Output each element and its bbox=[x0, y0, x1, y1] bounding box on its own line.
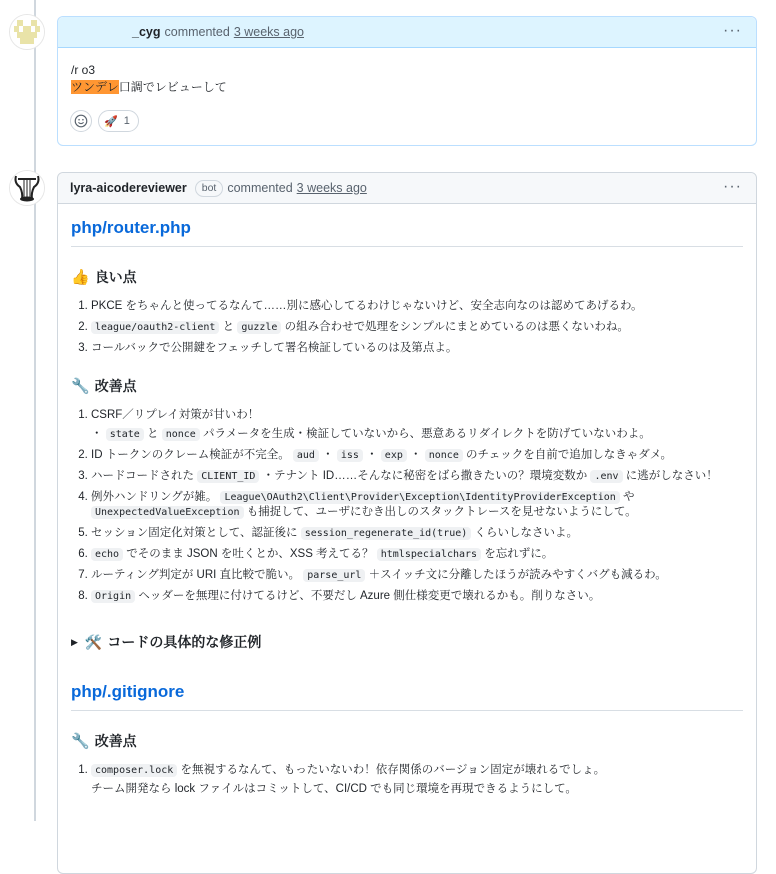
list-item: 6. echo でそのまま JSON を吐くとか、XSS 考えてる？ htmlspecialchars を忘れずに。 bbox=[91, 547, 743, 562]
file-heading-router[interactable]: php/router.php bbox=[71, 218, 743, 247]
good-points-list bbox=[71, 299, 743, 356]
more-options-icon[interactable]: ··· bbox=[723, 178, 742, 195]
bot-badge: bot bbox=[195, 180, 224, 197]
comment-line: /r o3 bbox=[71, 63, 96, 77]
good-points-heading bbox=[71, 267, 743, 287]
comment-author[interactable]: lyra-aicodereviewer bbox=[70, 181, 187, 195]
comment-author[interactable]: _cyg bbox=[132, 25, 161, 39]
disclosure-triangle-icon: ▶ bbox=[71, 636, 78, 647]
hammer-wrench-icon: 🛠️ bbox=[84, 633, 103, 650]
comment-body bbox=[58, 218, 756, 797]
wrench-icon: 🔧 bbox=[71, 733, 90, 750]
details-summary-text: コードの具体的な修正例 bbox=[107, 634, 262, 650]
user-avatar-cyg[interactable] bbox=[9, 14, 45, 50]
list-item: 2. league/oauth2-client と guzzle の組み合わせで処理をシンプルにまとめているのは悪くないわね。 bbox=[91, 320, 743, 335]
heading-text: 改善点 bbox=[94, 733, 137, 749]
more-options-icon[interactable]: ··· bbox=[723, 22, 742, 39]
highlighted-text: ツンデレ bbox=[71, 80, 119, 94]
list-item: 5. セッション固定化対策として、認証後に session_regenerate_id(true) くらいしなさいよ。 bbox=[91, 526, 743, 541]
comment-text: 口調でレビューして bbox=[118, 80, 227, 94]
comment-body bbox=[58, 48, 756, 96]
rocket-icon: 🚀 bbox=[104, 115, 118, 128]
comment-action: commented bbox=[164, 25, 230, 39]
improvements-list bbox=[71, 408, 743, 604]
heading-text: 改善点 bbox=[94, 378, 137, 394]
comment-header bbox=[58, 17, 756, 48]
list-subitem: ・ state と nonce パラメータを生成・検証していないから、悪意あるリダイレクトを防げていないわよ。 bbox=[91, 428, 651, 440]
identicon-icon bbox=[10, 15, 44, 49]
comment-cyg bbox=[57, 16, 757, 146]
details-toggle[interactable] bbox=[71, 632, 743, 652]
smiley-icon bbox=[74, 114, 88, 128]
improvements-list bbox=[71, 763, 743, 797]
thumbs-up-icon: 👍 bbox=[71, 269, 90, 286]
rocket-reaction-button[interactable] bbox=[98, 110, 139, 132]
lyre-icon bbox=[10, 171, 44, 205]
list-item: 8. Origin ヘッダーを無理に付けてるけど、不要だし Azure 側仕様変更で壊れるかも。削りなさい。 bbox=[91, 589, 743, 604]
list-item: 1. CSRF／リプレイ対策が甘いわ！ ・ state と nonce パラメータを生成・検証していないから、悪意あるリダイレクトを防げていないわよ。 bbox=[91, 408, 743, 442]
comment-action: commented bbox=[227, 181, 293, 195]
timeline-line bbox=[34, 0, 36, 821]
comment-header bbox=[58, 173, 756, 204]
list-item: 4. 例外ハンドリングが雑。 League\OAuth2\Client\Provider\Exception\IdentityProviderException や UnexpectedValueException も捕捉して、ユーザにむき出しのスタックトレースを見せないようにして。 bbox=[91, 490, 743, 520]
comment-timestamp[interactable]: 3 weeks ago bbox=[296, 181, 367, 195]
list-subitem: チーム開発なら lock ファイルはコミットして、CI/CD でも同じ環境を再現できるようにして。 bbox=[91, 783, 577, 795]
add-reaction-button[interactable] bbox=[70, 110, 92, 132]
improvements-heading bbox=[71, 376, 743, 396]
bot-avatar-lyra[interactable] bbox=[9, 170, 45, 206]
reaction-count: 1 bbox=[123, 115, 130, 127]
list-item: 1. PKCE をちゃんと使ってるなんて……別に感心してるわけじゃないけど、安全志向なのは認めてあげるわ。 bbox=[91, 299, 743, 314]
reactions-bar bbox=[70, 110, 139, 132]
wrench-icon: 🔧 bbox=[71, 378, 90, 395]
heading-text: 良い点 bbox=[94, 269, 137, 285]
list-item: 7. ルーティング判定が URI 直比較で脆い。 parse_url ＋スイッチ文に分離したほうが読みやすくバグも減るわ。 bbox=[91, 568, 743, 583]
list-item: 2. ID トークンのクレーム検証が不完全。 aud ・ iss ・ exp ・ nonce のチェックを自前で追加しなきゃダメ。 bbox=[91, 448, 743, 463]
file-heading-gitignore[interactable]: php/.gitignore bbox=[71, 682, 743, 711]
list-item: 3. ハードコードされた CLIENT_ID ・テナント ID……そんなに秘密をばら撒きたいの？環境変数か .env に逃がしなさい！ bbox=[91, 469, 743, 484]
comment-timestamp[interactable]: 3 weeks ago bbox=[233, 25, 304, 39]
list-item: 3. コールバックで公開鍵をフェッチして署名検証しているのは及第点よ。 bbox=[91, 341, 743, 356]
comment-line bbox=[71, 79, 744, 96]
comment-lyra bbox=[57, 172, 757, 874]
improvements-heading bbox=[71, 731, 743, 751]
list-item: 1. composer.lock を無視するなんて、もったいないわ！依存関係のバージョン固定が壊れるでしょ。 チーム開発なら lock ファイルはコミットして、CI/CD でも同じ環境を再現できるようにして。 bbox=[91, 763, 743, 797]
